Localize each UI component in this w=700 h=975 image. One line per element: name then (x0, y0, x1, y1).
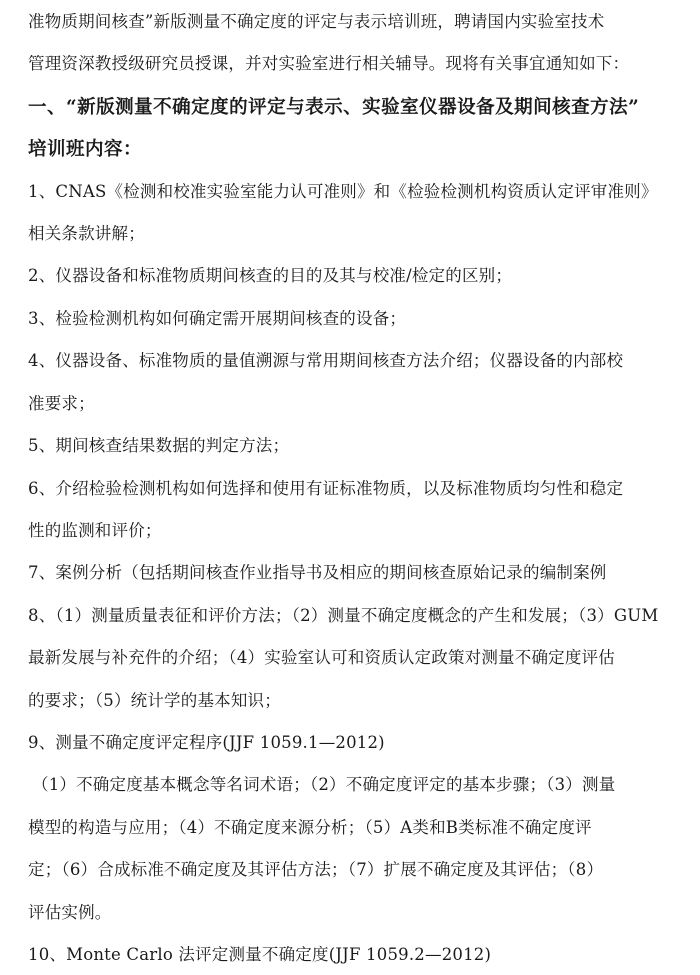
item-9-detail-line-3: 定；（6）合成标准不确定度及其评估方法；（7）扩展不确定度及其评估；（8） (28, 860, 604, 879)
item-3-line-1: 3、检验检测机构如何确定需开展期间核查的设备； (28, 309, 407, 328)
item-8-line-2: 最新发展与补充件的介绍；（4）实验室认可和资质认定政策对测量不确定度评估 (28, 648, 615, 667)
section-heading-line-1: 一、“新版测量不确定度的评定与表示、实验室仪器设备及期间核查方法” (28, 97, 640, 118)
item-8-line-1: 8、（1）测量质量表征和评价方法；（2）测量不确定度概念的产生和发展；（3）GUM (28, 606, 659, 625)
item-9-detail-line-2: 模型的构造与应用；（4）不确定度来源分析；（5）A类和B类标准不确定度评 (28, 818, 592, 837)
item-6-line-2: 性的监测和评价； (28, 521, 162, 540)
item-2-line-1: 2、仪器设备和标准物质期间核查的目的及其与校准/检定的区别； (28, 266, 513, 285)
item-5-line-1: 5、期间核查结果数据的判定方法； (28, 436, 290, 455)
intro-line-2: 管理资深教授级研究员授课，并对实验室进行相关辅导。现将有关事宜通知如下： (28, 54, 630, 73)
item-6-line-1: 6、介绍检验检测机构如何选择和使用有证标准物质，以及标准物质均匀性和稳定 (28, 479, 624, 498)
item-9-detail-line-4: 评估实例。 (28, 903, 112, 922)
item-4-line-1: 4、仪器设备、标准物质的量值溯源与常用期间核查方法介绍；仪器设备的内部校 (28, 351, 624, 370)
item-1-line-1: 1、CNAS《检测和校准实验室能力认可准则》和《检验检测机构资质认定评审准则》 (28, 182, 658, 201)
section-heading-line-2: 培训班内容： (28, 139, 143, 160)
item-8-line-3: 的要求；（5）统计学的基本知识； (28, 691, 281, 710)
item-10-line-1: 10、Monte Carlo 法评定测量不确定度(JJF 1059.2—2012) (28, 945, 492, 964)
item-7-line-1: 7、案例分析（包括期间核查作业指导书及相应的期间核查原始记录的编制案例 (28, 563, 607, 582)
item-9-detail-line-1: （1）不确定度基本概念等名词术语；（2）不确定度评定的基本步骤；（3）测量 (32, 775, 616, 794)
item-1-line-2: 相关条款讲解； (28, 224, 145, 243)
intro-line-1: 准物质期间核查”新版测量不确定度的评定与表示培训班，聘请国内实验室技术 (28, 12, 605, 31)
item-4-line-2: 准要求； (28, 394, 95, 413)
item-9-line-1: 9、测量不确定度评定程序(JJF 1059.1—2012) (28, 733, 385, 752)
